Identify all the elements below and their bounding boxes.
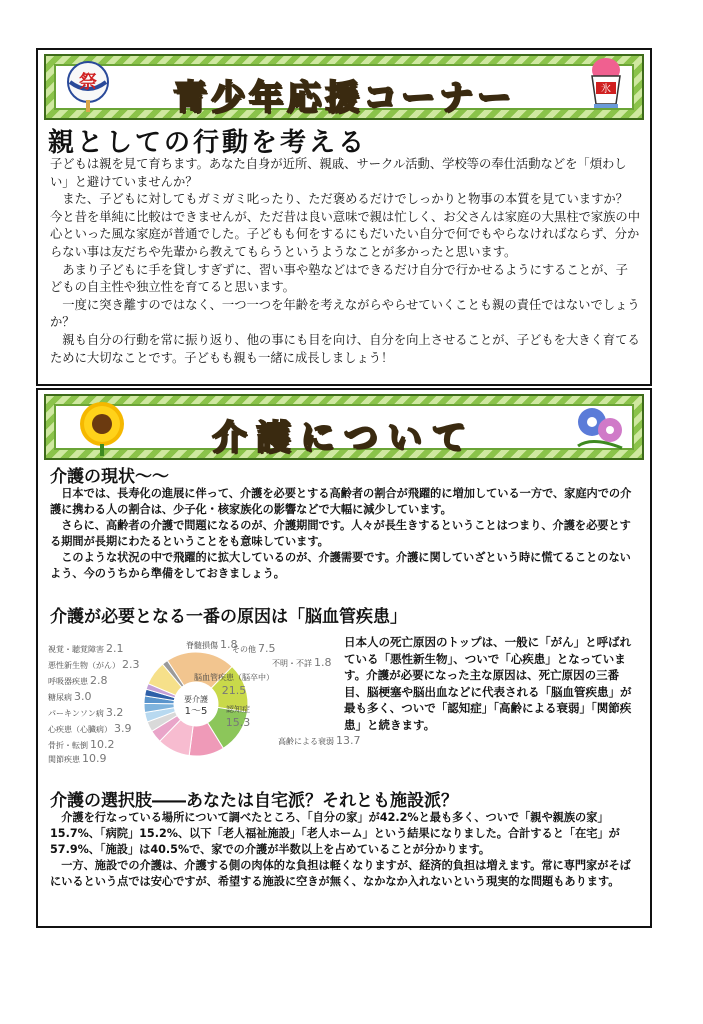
- youth-support-section: [36, 48, 652, 386]
- shaved-ice-icon: [586, 54, 626, 114]
- paragraph: 日本では、長寿化の進展に伴って、介護を必要とする高齢者の割合が飛躍的に増加している一方で、家庭内での介護に携わる人の割合は、少子化・核家族化の影響などで大幅に減少しています。: [50, 487, 632, 516]
- care-status-heading: 介護の現状～～: [50, 467, 169, 487]
- paragraph: また、子どもに対してもガミガミ叱ったり、ただ褒めるだけでしっかりと物事の本質を見ていますか？今と昔を単純に比較はできませんが、ただ昔は良い意味で親は忙しく、お父さんは家庭の大黒柱で家族の中心といった風な家庭が普通でした。子どもも何をするにもだいたい自分で何でもやらなければならず、分からない事は友だちや先輩から教えてもらうというようなことが多かったと思います。: [50, 192, 641, 259]
- slice-value: 1.8: [314, 656, 332, 669]
- slice-value: 13.7: [336, 734, 361, 747]
- slice-label: 悪性新生物（がん） 2.3: [48, 658, 140, 671]
- care-cause-heading: 介護が必要となる一番の原因は「脳血管疾患」: [50, 607, 407, 627]
- slice-value: 2.8: [90, 674, 108, 687]
- care-option-heading: 介護の選択肢――あなたは自宅派？それとも施設派？: [50, 791, 458, 811]
- slice-value: 2.1: [106, 642, 124, 655]
- paragraph: さらに、高齢者の介護で問題になるのが、介護期間です。人々が長生きするということはつまり、介護を必要とする期間が長期にわたるということをも意味しています。: [50, 519, 631, 548]
- paragraph: 介護を行なっている場所について調べたところ、「自分の家」が42.2%と最も多く、ついで「親や親族の家」15.7%、「病院」15.2%、以下「老人福祉施設」「老人ホーム」という結果になりました。合計すると「在宅」が57.9%、「施設」は40.5%で、家での介護が半数以上を占めていることが分かります。: [50, 811, 620, 856]
- slice-label: 心疾患（心臓病） 3.9: [48, 722, 132, 735]
- svg-text:氷: 氷: [601, 84, 611, 95]
- slice-value: 10.2: [90, 738, 115, 751]
- pie-center-label: 1～5: [184, 706, 208, 717]
- paragraph: 一度に突き離すのではなく、一つ一つを年齢を考えながらやらせていくことも親の責任ではないでしょうか？: [50, 297, 640, 330]
- slice-label: パーキンソン病 3.2: [48, 706, 124, 719]
- care-option-body: [50, 810, 640, 890]
- slice-value: 15.3: [225, 716, 251, 729]
- slice-label: 糖尿病 3.0: [48, 690, 92, 703]
- pie-center-label: 要介護: [184, 695, 208, 704]
- care-status-body: [50, 486, 640, 582]
- slice-value: 3.0: [74, 690, 92, 703]
- slice-label: 認知症: [226, 705, 250, 714]
- slice-label: 関節疾患 10.9: [48, 752, 107, 765]
- slice-value: 3.9: [114, 722, 132, 735]
- slice-label: 骨折・転倒 10.2: [48, 738, 115, 751]
- youth-banner: [44, 54, 644, 120]
- slice-label: 脳血管疾患（脳卒中）: [194, 673, 274, 682]
- parenting-body: [50, 156, 640, 367]
- slice-value: 3.2: [105, 706, 124, 719]
- slice-label: 脊髄損傷 1.8: [186, 638, 238, 651]
- slice-value: 21.5: [221, 684, 247, 697]
- festival-fan-icon: [64, 60, 112, 114]
- slice-label: その他 7.5: [232, 642, 276, 655]
- paragraph: あまり子どもに手を貸しすぎずに、習い事や塾などはできるだけ自分で行かせるようにすることが、子どもの自主性や独立性を育てると思います。: [50, 262, 628, 295]
- slice-value: 1.8: [220, 638, 238, 651]
- care-cause-text: 日本人の死亡原因のトップは、一般に「がん」と呼ばれている「悪性新生物」、ついで「心疾患」となっています。介護が必要になった主な原因は、死亡原因の三番目、脳梗塞や脳出血などに代表される「脳血管疾患」が最も多く、ついで「認知症」「高齢による衰弱」「関節疾患」と続きます。: [344, 635, 632, 732]
- slice-label: 呼吸器疾患 2.8: [48, 674, 108, 687]
- slice-value: 2.3: [122, 658, 140, 671]
- paragraph: 子どもは親を見て育ちます。あなた自身が近所、親戚、サークル活動、学校等の奉仕活動などを「煩わしい」と避けていませんか？: [50, 157, 627, 189]
- slice-label: 視覚・聴覚障害 2.1: [48, 642, 124, 655]
- svg-text:祭: 祭: [79, 72, 97, 93]
- paragraph: このような状況の中で飛躍的に拡大しているのが、介護需要です。介護に関していざという時に慌てることのないよう、今のうちから準備をしておきましょう。: [50, 551, 631, 580]
- parenting-heading: 親としての行動を考える: [48, 128, 368, 158]
- slice-value: 10.9: [82, 752, 107, 765]
- sunflower-icon: [74, 398, 130, 456]
- nursing-banner-title: 介護について: [212, 418, 476, 458]
- youth-banner-title: 青少年応援コーナー: [173, 78, 515, 118]
- paragraph: 親も自分の行動を常に振り返り、他の事にも目を向け、自分を向上させることが、子どもを大きく育てるために大切なことです。子どもも親も一緒に成長しましょう！: [50, 332, 640, 365]
- nursing-care-section: [36, 388, 652, 928]
- morning-glory-icon: [572, 400, 628, 454]
- care-cause-pie-chart: [46, 622, 361, 772]
- nursing-banner: [44, 394, 644, 460]
- slice-label: 高齢による衰弱 13.7: [278, 734, 361, 747]
- paragraph: 一方、施設での介護は、介護する側の肉体的な負担は軽くなりますが、経済的負担は増えます。常に専門家がそばにいるという点では安心ですが、希望する施設に空きが無く、なかなか入れないという現実的な問題もあります。: [50, 859, 631, 888]
- slice-value: 7.5: [258, 642, 276, 655]
- slice-label: 不明・不詳 1.8: [272, 656, 332, 669]
